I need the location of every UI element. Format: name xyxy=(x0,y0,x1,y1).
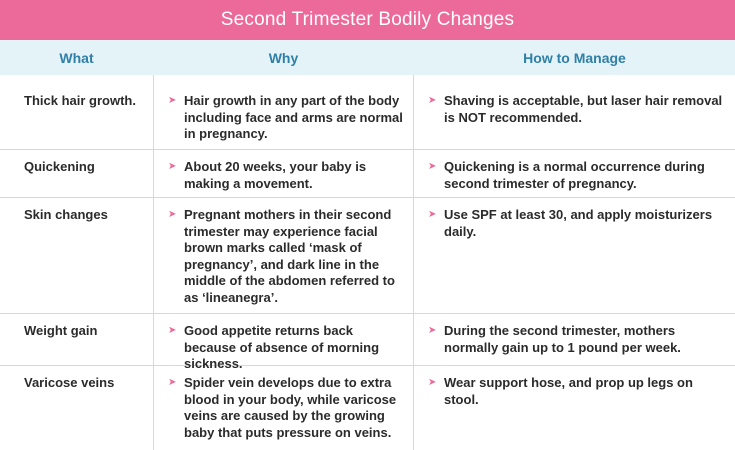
arrow-bullet-icon: ➤ xyxy=(428,325,437,336)
table-row xyxy=(0,198,735,314)
arrow-bullet-icon: ➤ xyxy=(168,209,177,220)
what-cell: Varicose veins xyxy=(24,375,115,390)
how-text: Use SPF at least 30, and apply moisturizers daily. xyxy=(444,207,713,239)
how-cell xyxy=(414,366,735,450)
arrow-bullet-icon: ➤ xyxy=(168,325,177,336)
what-cell: Skin changes xyxy=(24,207,108,222)
column-header-how: How to Manage xyxy=(523,49,626,66)
why-cell xyxy=(153,75,414,149)
what-cell: Weight gain xyxy=(24,323,98,338)
how-text: Quickening is a normal occurrence during second trimester of pregnancy. xyxy=(444,159,705,191)
arrow-bullet-icon: ➤ xyxy=(428,209,437,220)
why-text: Spider vein develops due to extra blood in your body, while varicose veins are caused by the growing baby that puts pressure on veins. xyxy=(184,375,397,440)
table-title-banner xyxy=(0,0,735,40)
how-cell xyxy=(414,150,735,197)
why-text: Pregnant mothers in their second trimester may experience facial brown marks called ‘mask of pregnancy’, and dark line in the middle of the abdomen referred to as ‘lineanegra’. xyxy=(184,207,395,305)
table-row xyxy=(0,314,735,371)
table-row xyxy=(0,366,735,450)
what-cell: Thick hair growth. xyxy=(24,93,136,108)
table-body xyxy=(0,75,735,450)
why-cell xyxy=(153,314,414,371)
column-header-what: What xyxy=(59,49,94,66)
how-cell xyxy=(414,314,735,365)
why-cell xyxy=(153,198,414,313)
table-row xyxy=(0,75,735,150)
table-title: Second Trimester Bodily Changes xyxy=(220,9,515,30)
arrow-bullet-icon: ➤ xyxy=(428,95,437,106)
how-cell xyxy=(414,198,735,313)
why-text: Hair growth in any part of the body including face and arms are normal in pregnancy. xyxy=(184,93,403,141)
how-text: Wear support hose, and prop up legs on stool. xyxy=(444,375,693,407)
table-row xyxy=(0,150,735,198)
arrow-bullet-icon: ➤ xyxy=(428,161,437,172)
why-text: About 20 weeks, your baby is making a movement. xyxy=(184,159,367,191)
how-cell xyxy=(414,75,735,149)
why-cell xyxy=(153,150,414,197)
why-cell xyxy=(153,366,414,450)
how-text: Shaving is acceptable, but laser hair removal is NOT recommended. xyxy=(444,93,723,125)
column-header-why: Why xyxy=(268,49,299,66)
column-header-row xyxy=(0,40,735,75)
how-text: During the second trimester, mothers normally gain up to 1 pound per week. xyxy=(444,323,681,355)
why-text: Good appetite returns back because of absence of morning sickness. xyxy=(184,323,380,371)
arrow-bullet-icon: ➤ xyxy=(168,377,177,388)
arrow-bullet-icon: ➤ xyxy=(168,161,177,172)
arrow-bullet-icon: ➤ xyxy=(168,95,177,106)
what-cell: Quickening xyxy=(24,159,95,174)
arrow-bullet-icon: ➤ xyxy=(428,377,437,388)
